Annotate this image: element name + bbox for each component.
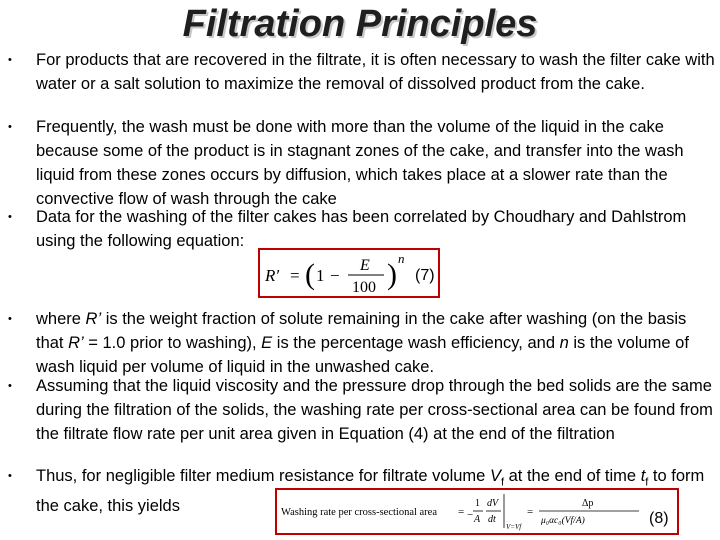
equation-8-number: (8) [649,510,669,527]
eq8-dt: dt [488,514,496,525]
bullet-text: Data for the washing of the filter cakes has been correlated by Choudhary and Dahlstrom using the following equation: [36,208,687,250]
symbol-r-prime: R’ [85,310,102,328]
bullet-marker: • [8,470,12,482]
equation-7-number: (7) [415,267,435,284]
eq8-numerator: Δp [582,498,594,509]
eq8-subscript: V=Vf [506,523,522,531]
eq8-minus: − [467,509,474,521]
symbol-v: V [489,467,501,485]
bullet-marker: • [8,54,12,66]
eq8-a: A [474,514,481,525]
bullet-marker: • [8,313,12,325]
symbol-t: t [640,467,646,485]
eq7-numerator: E [360,257,370,274]
eq7-minus: − [330,266,340,285]
eq7-lparen: ( [305,258,315,291]
bullet-text: Thus, for negligible filter medium resistance for filtrate volume $V_f$ at the end of time $t_f$ to form the cake, this yields [36,467,705,516]
eq7-exponent: n [398,251,405,266]
equation-7-formula [260,250,438,296]
equation-7 [258,248,440,298]
bullet-text: For products that are recovered in the filtrate, it is often necessary to wash the filter cake with water or a salt solution to maximize the removal of dissolved product from the cake. [36,51,715,93]
symbol-n: n [559,334,569,352]
bullet-marker: • [8,380,12,392]
eq8-equals: = [458,506,465,518]
eq7-rparen: ) [387,258,397,291]
bullet-marker: • [8,121,12,133]
eq7-equals: = [290,266,300,285]
eq8-label: Washing rate per cross-sectional area [281,507,437,518]
symbol-r-prime: R’ [68,334,84,352]
eq7-one: 1 [316,266,325,285]
eq8-dv: dV [487,498,499,509]
equation-8 [275,488,679,535]
bullet-text: Frequently, the wash must be done with more than the volume of the liquid in the cake because some of the product is in stagnant zones of the cake, and transfer into the wash liquid from these zones occurs by diffusion, which takes place at a slower rate than the convective flow of wash through the cake [36,118,684,208]
bullet-text: where R’ is the weight fraction of solute remaining in the cake after washing (on the basis that R’ = 1.0 prior to washing), E is the percentage wash efficiency, and n is the volume of wash liquid per volume of liquid in the unwashed cake. [36,310,689,376]
eq7-denominator: 100 [352,279,376,296]
bullet-item-5 [8,374,716,446]
symbol-e: E [261,334,273,352]
page-title: Filtration Principles [182,3,538,45]
bullet-item-3 [8,205,716,253]
eq8-denominator: μ₀αc₀(Vf/A) [541,516,585,526]
bullet-marker: • [8,211,12,223]
bullet-item-4 [8,307,716,379]
eq8-one: 1 [475,498,480,509]
eq8-equals-2: = [527,506,534,518]
eq7-lhs: R′ [265,266,280,285]
equation-8-formula [277,490,677,533]
bullet-item-1 [8,48,716,96]
bullet-item-2 [8,115,716,211]
bullet-text: Assuming that the liquid viscosity and the pressure drop through the bed solids are the same during the filtration of the solids, the washing rate per cross-sectional area can be found from the filtrate flow rate per unit area given in Equation (4) at the end of the filtration [36,377,713,443]
